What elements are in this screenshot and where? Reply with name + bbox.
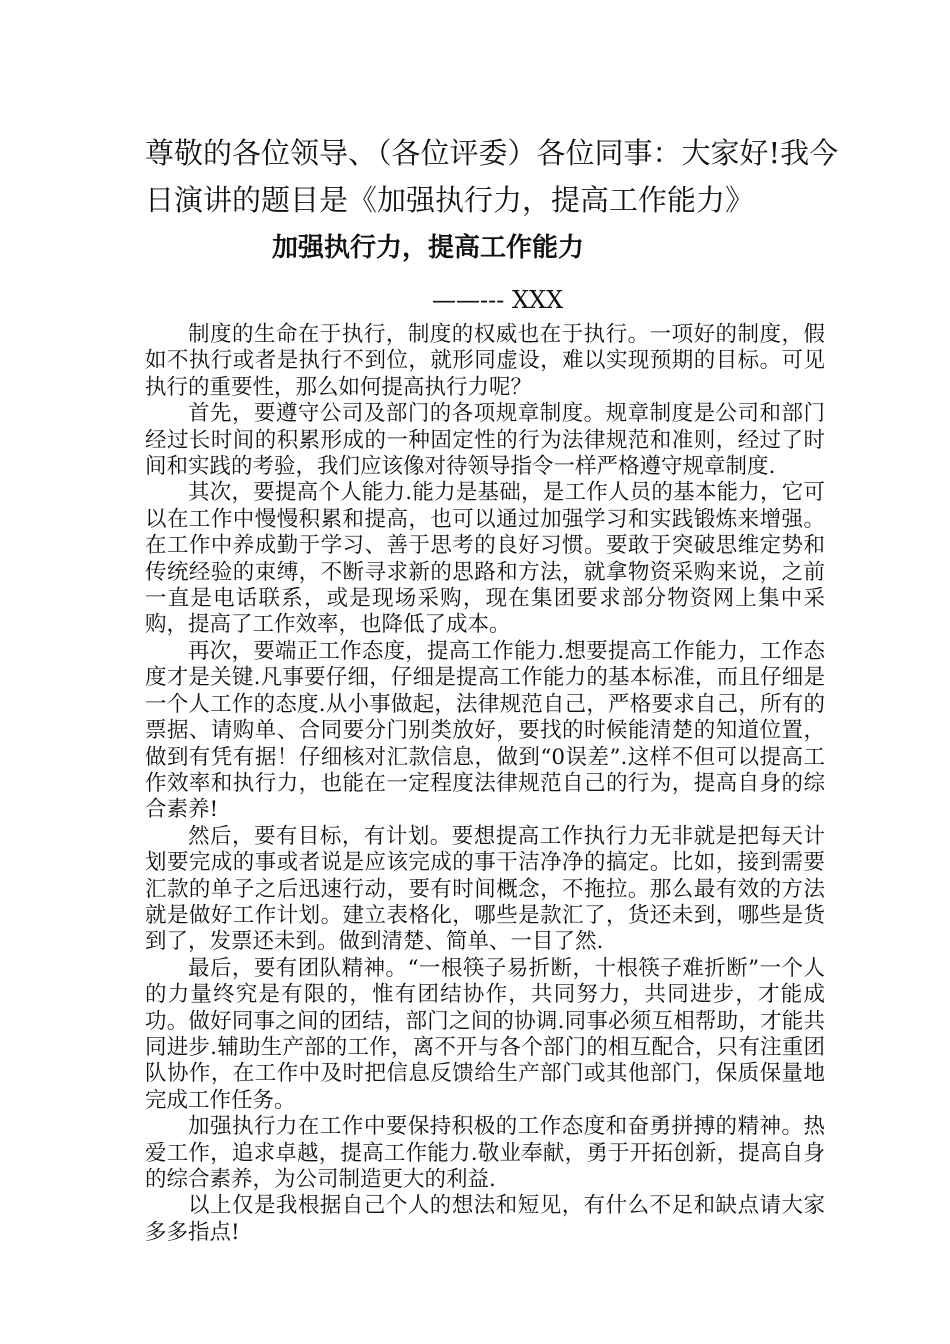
paragraph-third-point: 再次，要端正工作态度，提高工作能力.想要提高工作能力，工作态度才是关键.凡事要仔细，仔细是提高工作能力的基本标准，而且仔细是一个人工作的态度.从小事做起，法律规范自己，严格要求自己，所有的票据、请购单、合同要分门别类放好，要找的时候能清楚的知道位置，做到有凭有据！仔细核对汇款信息，做到“0误差”.这样不但可以提高工作效率和执行力，也能在一定程度法律规范自己的行为，提高自身的综合素养! xyxy=(145,638,825,823)
paragraph-second-point: 其次，要提高个人能力.能力是基础，是工作人员的基本能力，它可以在工作中慢慢积累和提高，也可以通过加强学习和实践锻炼来增强。在工作中养成勤于学习、善于思考的良好习惯。要敢于突破思维定势和传统经验的束缚，不断寻求新的思路和方法，就拿物资采购来说，之前一直是电话联系，或是现场采购，现在集团要求部分物资网上集中采购，提高了工作效率，也降低了成本。 xyxy=(145,480,825,638)
paragraph-closing: 以上仅是我根据自己个人的想法和短见，有什么不足和缺点请大家多多指点! xyxy=(145,1193,825,1245)
paragraph-summary: 加强执行力在工作中要保持积极的工作态度和奋勇拼搏的精神。热爱工作，追求卓越，提高工作能力.敬业奉献，勇于开拓创新，提高自身的综合素养，为公司制造更大的利益. xyxy=(145,1114,825,1192)
paragraph-intro: 制度的生命在于执行，制度的权威也在于执行。一项好的制度，假如不执行或者是执行不到位，就形同虚设，难以实现预期的目标。可见执行的重要性，那么如何提高执行力呢？ xyxy=(145,322,825,400)
paragraph-first-point: 首先，要遵守公司及部门的各项规章制度。规章制度是公司和部门经过长时间的积累形成的一种固定性的行为法律规范和准则，经过了时间和实践的考验，我们应该像对待领导指令一样严格遵守规章制度. xyxy=(145,401,825,480)
paragraph-fifth-point: 最后，要有团队精神。“一根筷子易折断，十根筷子难折断”一个人的力量终究是有限的，惟有团结协作，共同努力，共同进步，才能成功。做好同事之间的团结，部门之间的协调.同事必须互相帮助，才能共同进步.辅助生产部的工作，离不开与各个部门的相互配合，只有注重团队协作，在工作中及时把信息反馈给生产部门或其他部门，保质保量地完成工作任务。 xyxy=(145,955,825,1113)
author-line: ——--- XXX xyxy=(432,286,564,314)
speech-body xyxy=(145,322,825,1246)
paragraph-fourth-point: 然后，要有目标，有计划。要想提高工作执行力无非就是把每天计划要完成的事或者说是应该完成的事干洁净净的搞定。比如，接到需要汇款的单子之后迅速行动，要有时间概念，不拖拉。那么最有效的方法就是做好工作计划。建立表格化，哪些是款汇了，货还未到，哪些是货到了，发票还未到。做到清楚、简单、一目了然. xyxy=(145,823,825,955)
speech-title: 加强执行力，提高工作能力 xyxy=(272,233,585,263)
speech-greeting: 尊敬的各位领导、（各位评委）各位同事：大家好!我今日演讲的题目是《加强执行力，提高工作能力》 xyxy=(145,136,839,217)
